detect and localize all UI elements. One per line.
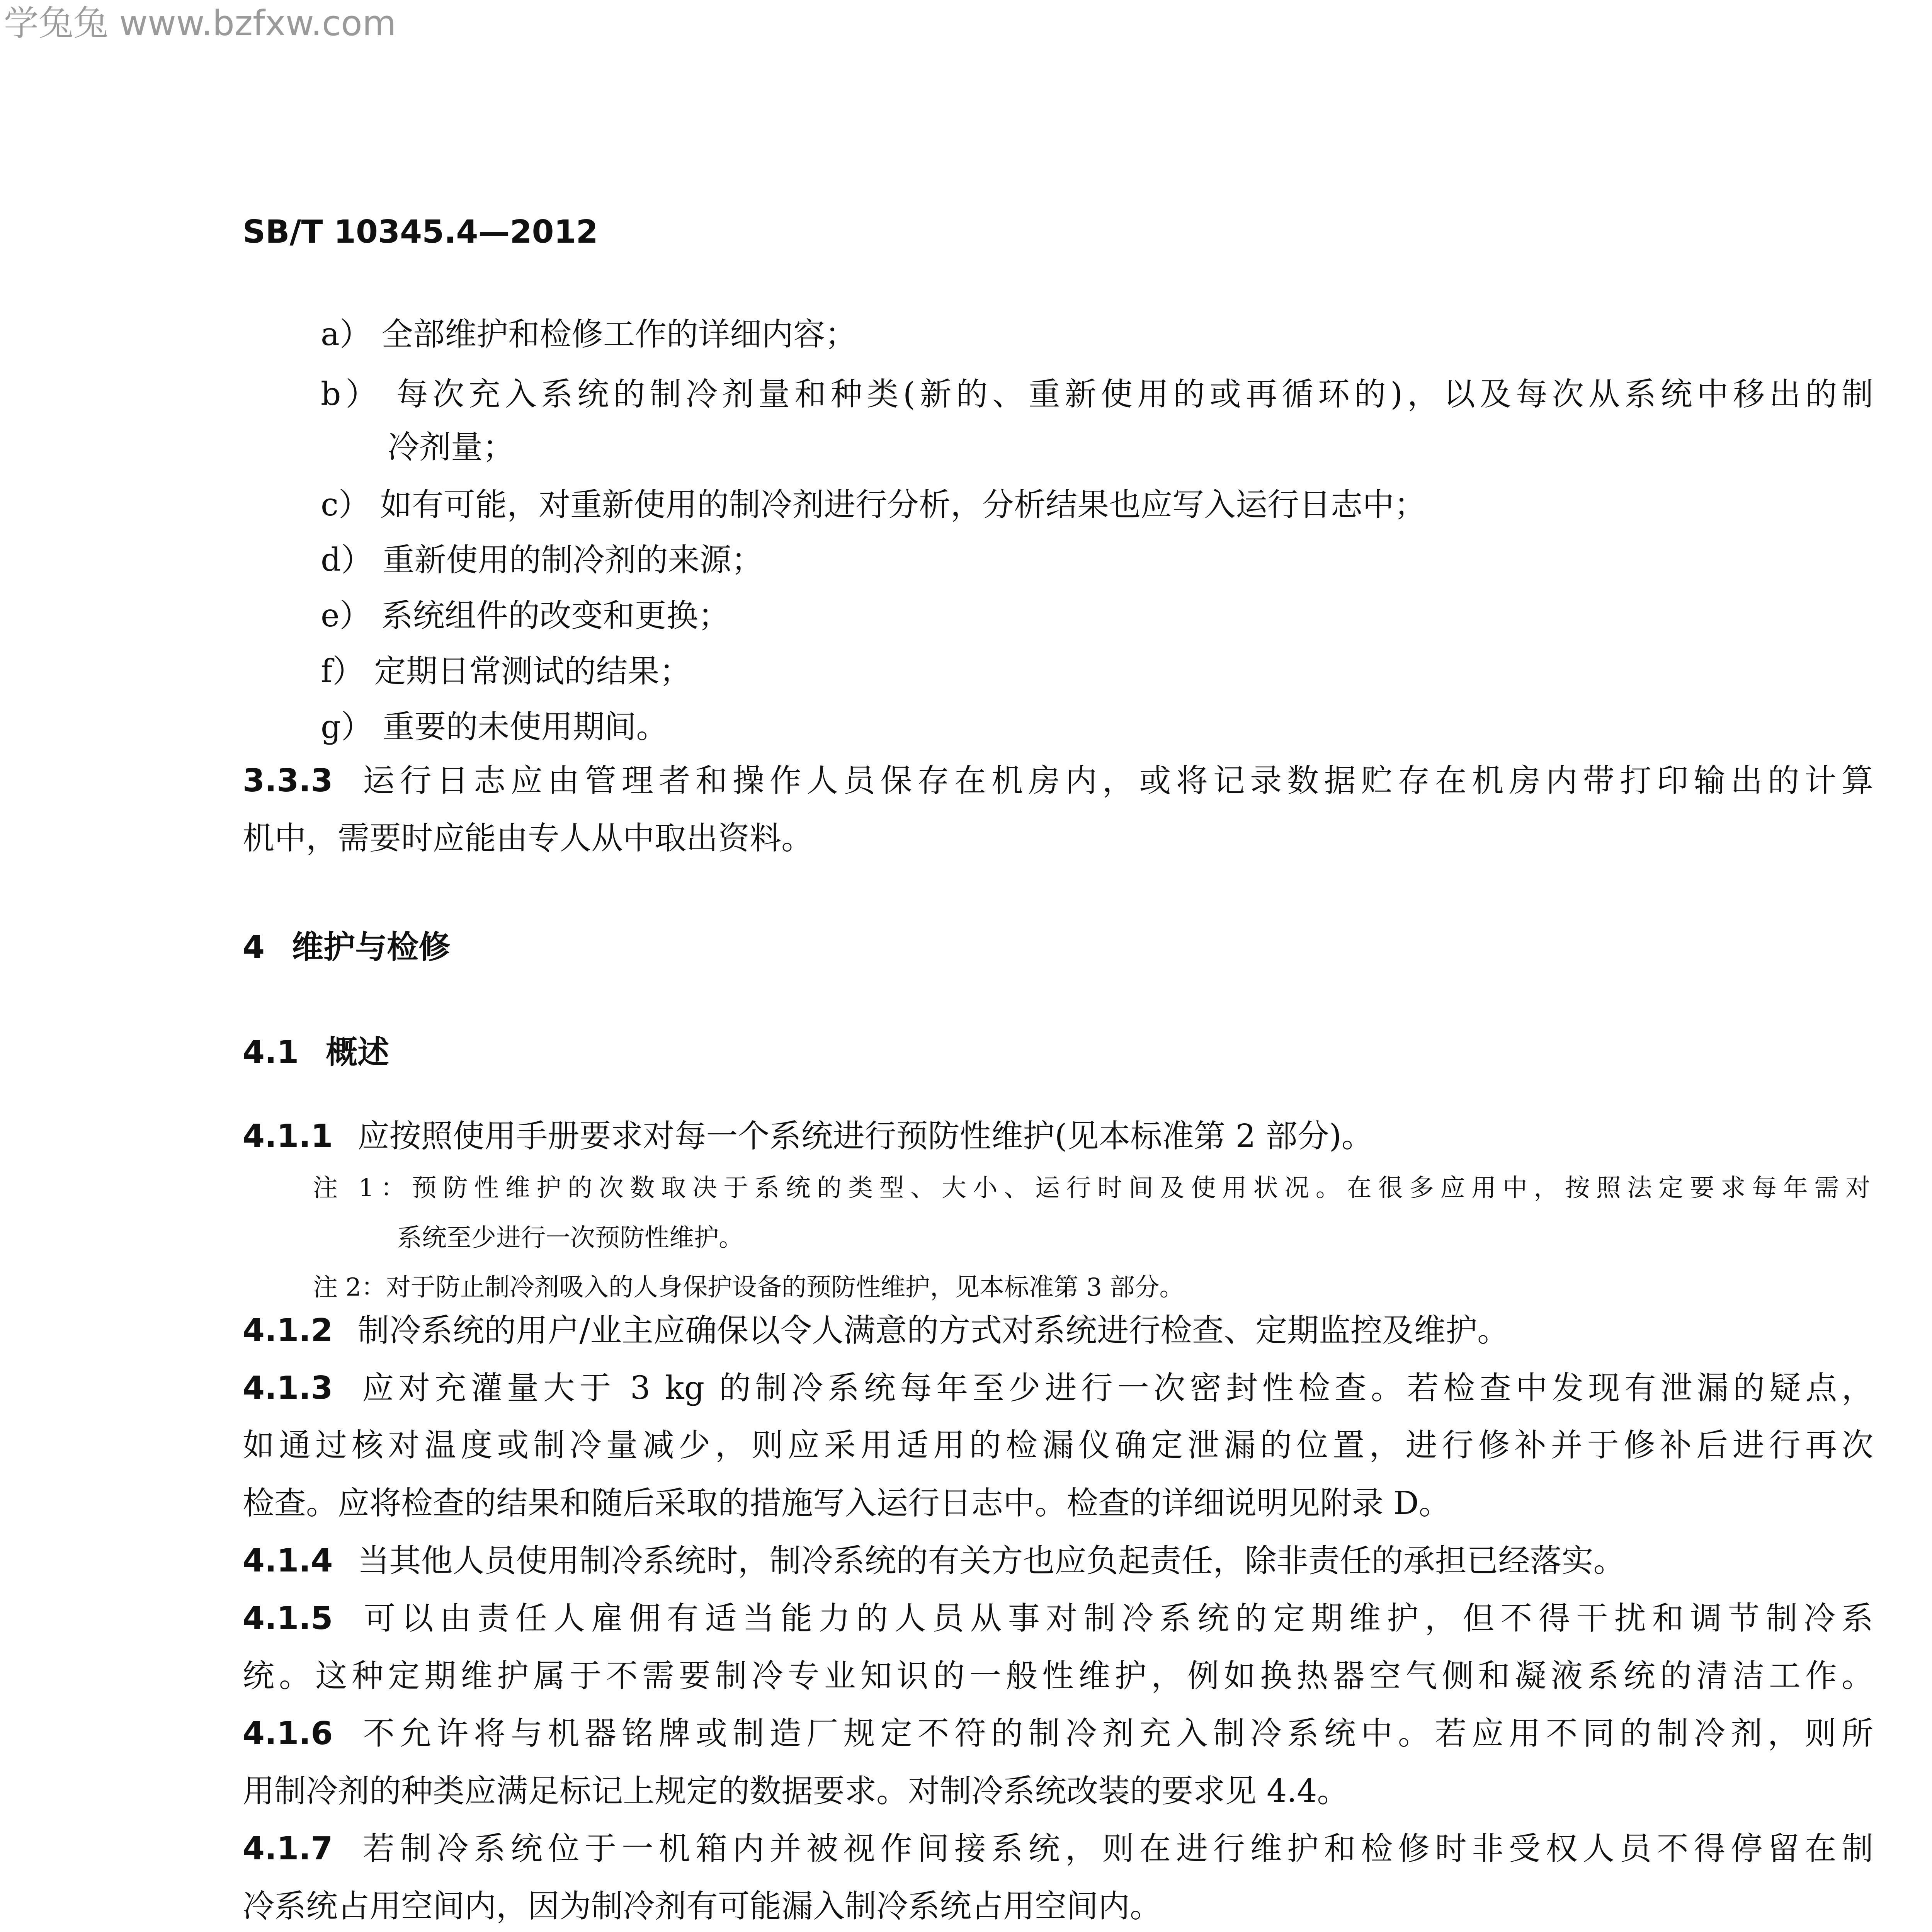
note-2: 注 2：对于防止制冷剂吸入的人身保护设备的预防性维护，见本标准第 3 部分。 [313,1273,1184,1302]
clause-continuation: 检查。应将检查的结果和随后采取的措施写入运行日志中。检查的详细说明见附录 D。 [243,1485,1451,1522]
note-1: 注 1：预防性维护的次数取决于系统的类型、大小、运行时间及使用状况。在很多应用中，按照法定要求每年需对 [313,1174,1870,1202]
note-1-continuation: 系统至少进行一次预防性维护。 [397,1224,743,1252]
section-number: 4.1 [243,1034,299,1071]
section-heading-4: 4 维护与检修 [243,929,451,966]
clause-continuation: 冷系统占用空间内，因为制冷剂有可能漏入制冷系统占用空间内。 [243,1888,1162,1925]
list-item: c） 如有可能，对重新使用的制冷剂进行分析，分析结果也应写入运行日志中； [321,486,1426,523]
clause-number: 4.1.5 [243,1600,333,1637]
list-item: d） 重新使用的制冷剂的来源； [321,542,763,578]
clause-4-1-6: 4.1.6 不允许将与机器铭牌或制造厂规定不符的制冷剂充入制冷系统中。若应用不同的制冷剂，则所 [243,1715,1873,1752]
section-heading-4-1: 4.1 概述 [243,1034,389,1071]
clause-number: 4.1.3 [243,1370,333,1406]
list-item: b） 每次充入系统的制冷剂量和种类(新的、重新使用的或再循环的)，以及每次从系统中移出的制 [321,376,1873,413]
clause-continuation: 用制冷剂的种类应满足标记上规定的数据要求。对制冷系统改装的要求见 4.4。 [243,1773,1349,1810]
clause-4-1-2: 4.1.2 制冷系统的用户/业主应确保以令人满意的方式对系统进行检查、定期监控及维护。 [243,1312,1509,1349]
clause-number: 4.1.6 [243,1715,333,1752]
watermark: 学兔兔 www.bzfxw.com [4,3,396,44]
clause-number: 4.1.2 [243,1312,333,1349]
clause-continuation: 如通过核对温度或制冷量减少，则应采用适用的检漏仪确定泄漏的位置，进行修补并于修补后进行再次 [243,1427,1873,1464]
clause-3-3-3: 3.3.3 运行日志应由管理者和操作人员保存在机房内，或将记录数据贮存在机房内带打印输出的计算 [243,762,1873,799]
list-item: e） 系统组件的改变和更换； [321,597,730,634]
section-number: 4 [243,929,265,966]
clause-continuation: 统。这种定期维护属于不需要制冷专业知识的一般性维护，例如换热器空气侧和凝液系统的清洁工作。 [243,1658,1873,1694]
standard-id: SB/T 10345.4—2012 [243,214,598,250]
clause-number: 4.1.7 [243,1830,333,1867]
list-item-continuation: 冷剂量； [388,429,515,466]
list-item: a） 全部维护和检修工作的详细内容； [321,316,857,353]
clause-4-1-3: 4.1.3 应对充灌量大于 3 kg 的制冷系统每年至少进行一次密封性检查。若检查中发现有泄漏的疑点， [243,1370,1873,1406]
clause-4-1-5: 4.1.5 可以由责任人雇佣有适当能力的人员从事对制冷系统的定期维护，但不得干扰和调节制冷系 [243,1600,1873,1637]
clause-number: 4.1.1 [243,1118,333,1155]
list-item: g） 重要的未使用期间。 [321,709,668,745]
list-item: f） 定期日常测试的结果； [321,653,691,690]
clause-number: 3.3.3 [243,762,333,799]
clause-continuation: 机中，需要时应能由专人从中取出资料。 [243,820,813,857]
clause-4-1-4: 4.1.4 当其他人员使用制冷系统时，制冷系统的有关方也应负起责任，除非责任的承担已经落实。 [243,1543,1625,1579]
clause-4-1-7: 4.1.7 若制冷系统位于一机箱内并被视作间接系统，则在进行维护和检修时非受权人员不得停留在制 [243,1830,1873,1867]
clause-number: 4.1.4 [243,1543,333,1579]
clause-4-1-1: 4.1.1 应按照使用手册要求对每一个系统进行预防性维护(见本标准第 2 部分)。 [243,1118,1373,1155]
